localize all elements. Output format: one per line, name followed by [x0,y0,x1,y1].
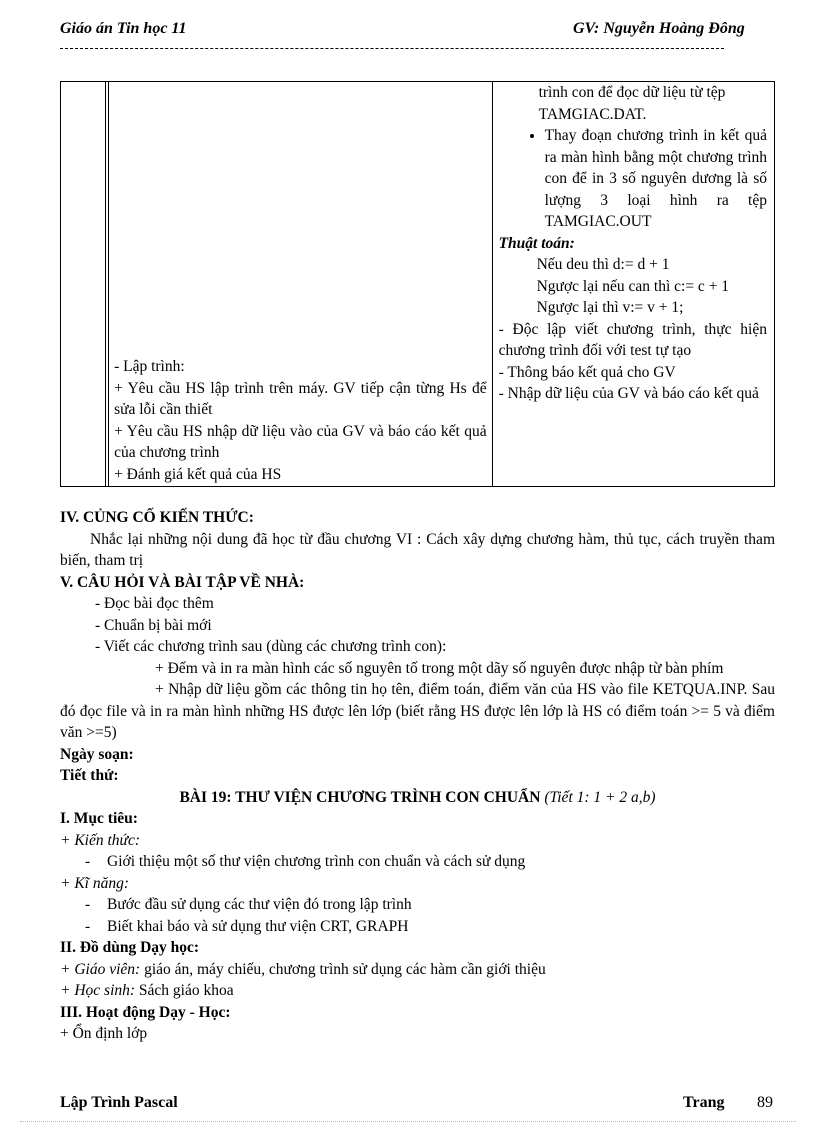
header-teacher-name: GV: Nguyễn Hoàng Đông [573,20,745,37]
student-line: - Độc lập viết chương trình, thực hiện chương trình đối với test tự tạo [498,320,767,359]
header-course-title: Giáo án Tin học 11 [60,20,187,37]
lesson-title-text: BÀI 19: THƯ VIỆN CHƯƠNG TRÌNH CON CHUẨN [179,788,541,806]
objective-item: - Bước đầu sử dụng các thư viện đó trong lập trình [85,896,412,913]
objective-text: Biết khai báo và sử dụng thư viện CRT, GRAPH [107,917,409,935]
objective-item: - Biết khai báo và sử dụng thư viện CRT, GRAPH [85,917,409,935]
algorithm-line: Nếu deu thì d:= d + 1 [536,256,670,273]
materials-teacher [60,959,775,981]
materials-teacher-text: giáo án, máy chiếu, chương trình sử dụng các hàm cần giới thiệu [140,960,546,978]
materials-student [60,980,775,1002]
homework-task: + Nhập dữ liệu gồm các thông tin họ tên, điểm toán, điểm văn của HS vào file KETQUA.INP. Sau đó đọc file và in ra màn hình những HS được lên lớp (biết rằng HS được lên lớp là HS có điểm toán >= 5 và điểm văn >=5) [60,681,775,741]
materials-student-text: Sách giáo khoa [135,982,234,999]
objective-text: Bước đầu sử dụng các thư viện đó trong lập trình [107,896,412,913]
student-line: - Nhập dữ liệu của GV và báo cáo kết quả [498,385,759,402]
activity-table [60,81,775,487]
objective-text: Giới thiệu một số thư viện chương trình con chuẩn và cách sử dụng [107,853,526,870]
footer-subject: Lập Trình Pascal [60,1094,178,1111]
algorithm-title: Thuật toán: [498,234,575,252]
materials-student-label: + Học sinh: [60,982,136,999]
teacher-line: + Đánh giá kết quả của HS [114,465,282,483]
materials-teacher-label: + Giáo viên: [60,960,141,978]
footer-page-label: Trang [683,1094,725,1111]
table-col-teacher-activity [109,82,493,487]
objective-item: - Giới thiệu một số thư viện chương trình con chuẩn và cách sử dụng [85,853,526,870]
table-col-student-activity [492,82,774,487]
homework-item: - Đọc bài đọc thêm [95,595,214,612]
teacher-line: + Yêu cầu HS nhập dữ liệu vào của GV và báo cáo kết quả của chương trình [114,422,487,461]
footer-page-number: 89 [757,1094,773,1111]
footer-divider [20,1121,796,1122]
algorithm-line: Ngược lại thì v:= v + 1; [536,299,684,316]
student-bullet-list [499,125,767,233]
student-cont-line: TAMGIAC.DAT. [538,105,647,123]
teacher-line: + Yêu cầu HS lập trình trên máy. GV tiếp cận từng Hs để sửa lỗi cần thiết [114,379,487,418]
table-col-time [61,82,106,487]
class-organization: + Ổn định lớp [60,1025,148,1042]
period-label: Tiết thứ: [60,767,119,784]
materials-heading: II. Đồ dùng Dạy học: [60,939,200,956]
skills-label: + Kĩ năng: [60,874,130,892]
activities-heading: III. Hoạt động Dạy - Học: [60,1003,231,1021]
algorithm-line: Ngược lại nếu can thì c:= c + 1 [536,277,730,295]
teacher-line: - Lập trình: [114,358,185,375]
homework-item: - Viết các chương trình sau (dùng các chương trình con): [95,638,447,655]
section-heading: V. CÂU HỎI VÀ BÀI TẬP VỀ NHÀ: [60,573,305,591]
objectives-heading: I. Mục tiêu: [60,810,138,827]
homework-task: + Đếm và in ra màn hình các số nguyên tố trong một dãy số nguyên được nhập từ bàn phím [155,659,724,677]
section-heading: IV. CỦNG CỐ KIẾN THỨC: [60,509,254,526]
student-line: - Thông báo kết quả cho GV [498,363,676,381]
section-consolidation [60,507,775,1045]
section-text: Nhắc lại những nội dung đã học từ đầu chương VI : Cách xây dựng chương hàm, thủ tục, cách truyền tham biến, tham trị [60,530,775,569]
lesson-title-period: (Tiết 1: 1 + 2 a,b) [544,788,656,806]
lesson-title [60,787,775,809]
knowledge-label: + Kiến thức: [60,831,141,849]
header-divider [60,48,724,49]
homework-item: - Chuẩn bị bài mới [95,616,212,634]
student-cont-line: trình con để đọc dữ liệu từ tệp [538,84,726,101]
student-bullet-item: • Thay đoạn chương trình in kết quả ra màn hình bằng một chương trình con để in 3 số nguyên dương là số lượng 3 loại hình ra tệp TAMGIAC.OUT [545,125,767,233]
prep-date-label: Ngày soạn: [60,745,134,763]
